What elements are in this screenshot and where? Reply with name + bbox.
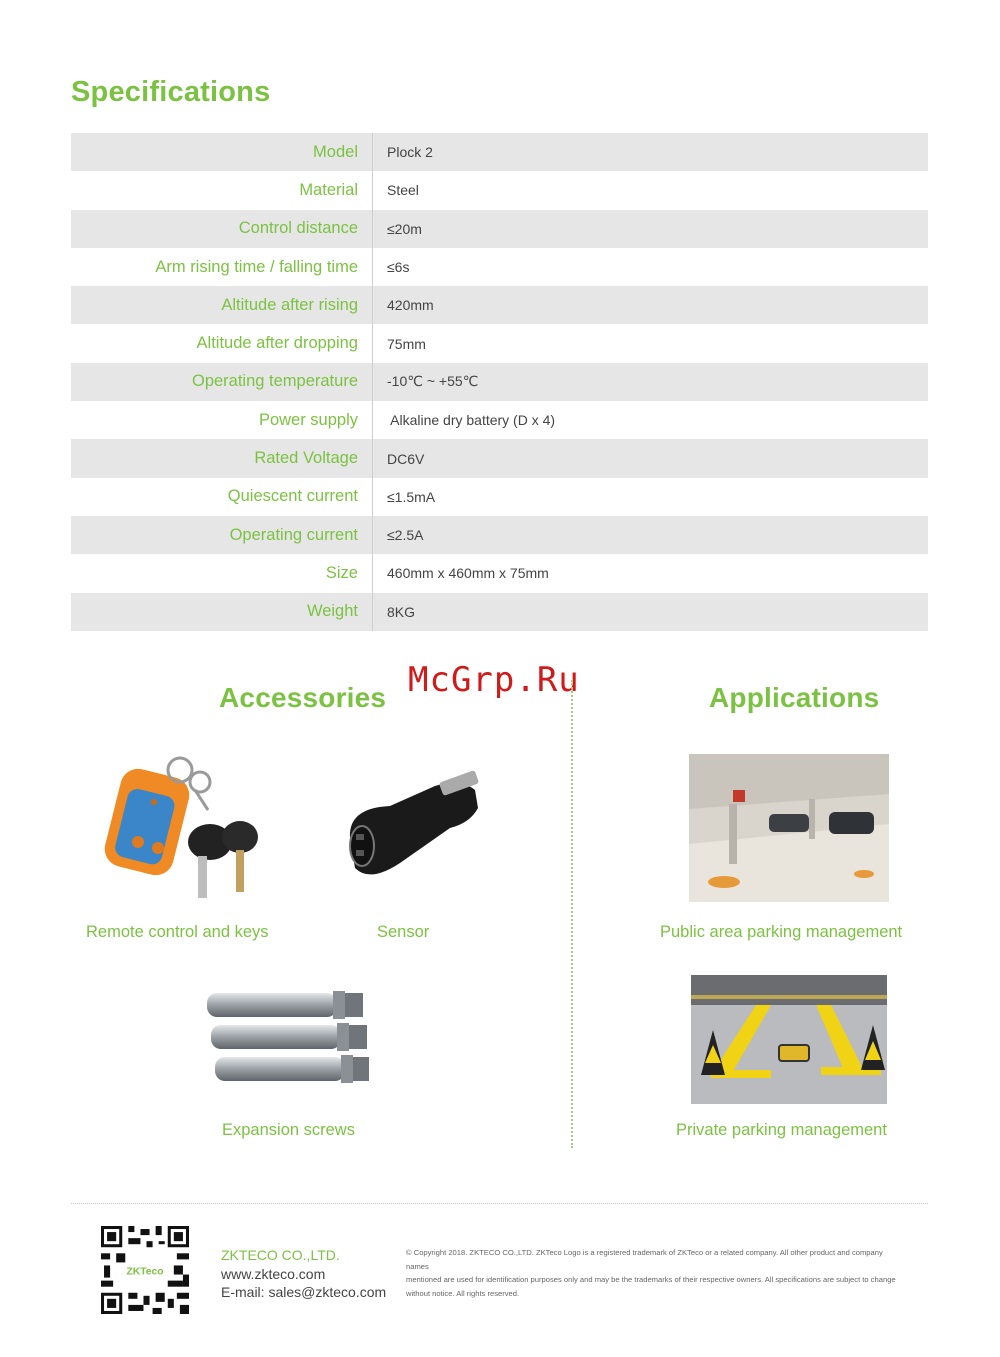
remote-control-image — [100, 752, 265, 902]
spec-value: 460mm x 460mm x 75mm — [387, 565, 549, 582]
copyright-notice — [406, 1246, 896, 1300]
spec-row-size — [71, 554, 928, 592]
spec-value: ≤6s — [387, 259, 410, 276]
specifications-table — [71, 133, 928, 631]
sensor-icon — [350, 770, 479, 875]
spec-row-material — [71, 171, 928, 209]
section-divider — [571, 680, 573, 1148]
sensor-image — [340, 768, 485, 888]
company-name: ZKTECO CO.,LTD. — [221, 1247, 340, 1263]
watermark-text: McGrp.Ru — [408, 660, 580, 700]
spec-value: DC6V — [387, 450, 425, 467]
footer-divider — [71, 1203, 928, 1204]
spec-row-weight — [71, 593, 928, 631]
spec-label: Altitude after dropping — [71, 324, 373, 362]
spec-value: 75mm — [387, 335, 426, 352]
accessories-title: Accessories — [219, 682, 387, 713]
spec-label: Altitude after rising — [71, 286, 373, 324]
company-email-link[interactable]: E-mail: sales@zkteco.com — [221, 1284, 387, 1300]
spec-row-quiescent-current — [71, 478, 928, 516]
spec-row-operating-temperature — [71, 363, 928, 401]
spec-value: Alkaline dry battery (D x 4) — [387, 412, 556, 429]
spec-label: Operating current — [71, 516, 373, 554]
screw-icon — [215, 1055, 369, 1083]
spec-value: ≤20m — [387, 220, 422, 237]
company-website-link[interactable]: www.zkteco.com — [221, 1265, 326, 1282]
accessory-caption-sensor: Sensor — [377, 923, 430, 941]
spec-value: 420mm — [387, 297, 434, 314]
spec-label: Arm rising time / falling time — [71, 248, 373, 286]
spec-label: Operating temperature — [71, 363, 373, 401]
screw-icon — [211, 1023, 367, 1051]
public-parking-image — [689, 754, 889, 902]
copyright-line: mentioned are used for identification purposes only and may be the trademarks of their respective owners. All specifications are subject to change — [406, 1275, 896, 1284]
spec-row-control-distance — [71, 210, 928, 248]
spec-row-altitude-rising — [71, 286, 928, 324]
spec-row-arm-time — [71, 248, 928, 286]
spec-row-power-supply — [71, 401, 928, 439]
qr-logo-text: ZKTeco — [126, 1266, 164, 1278]
spec-label: Material — [71, 171, 373, 209]
application-caption-private: Private parking management — [676, 1121, 887, 1139]
accessory-caption-screws: Expansion screws — [222, 1121, 355, 1139]
spec-row-rated-voltage — [71, 439, 928, 477]
expansion-screws-image — [203, 983, 373, 1088]
copyright-line: without notice. All rights reserved. — [406, 1288, 520, 1298]
spec-value: ≤2.5A — [387, 527, 424, 544]
private-parking-image — [691, 975, 887, 1104]
keys-icon — [188, 821, 258, 898]
specifications-title: Specifications — [71, 76, 271, 108]
spec-label: Control distance — [71, 210, 373, 248]
spec-row-model — [71, 133, 928, 171]
spec-label: Weight — [71, 593, 373, 631]
spec-label: Quiescent current — [71, 478, 373, 516]
company-info — [221, 1246, 386, 1302]
spec-value: ≤1.5mA — [387, 488, 436, 505]
spec-value: 8KG — [387, 603, 416, 620]
spec-label: Power supply — [71, 401, 373, 439]
spec-label: Model — [71, 133, 373, 171]
accessory-caption-remote: Remote control and keys — [86, 923, 269, 941]
spec-label: Size — [71, 554, 373, 592]
spec-value: Plock 2 — [387, 144, 433, 161]
spec-row-altitude-dropping — [71, 324, 928, 362]
applications-title: Applications — [709, 682, 880, 713]
spec-value: Steel — [387, 182, 419, 199]
spec-label: Rated Voltage — [71, 439, 373, 477]
screw-icon — [207, 991, 363, 1019]
spec-row-operating-current — [71, 516, 928, 554]
application-caption-public: Public area parking management — [660, 923, 903, 941]
spec-value: -10℃ ~ +55℃ — [387, 373, 479, 390]
qr-code-icon[interactable] — [101, 1226, 189, 1314]
copyright-line: © Copyright 2018. ZKTECO CO.,LTD. ZKTeco Logo is a registered trademark of ZKTeco or a related company. All other product and company names — [406, 1248, 883, 1271]
